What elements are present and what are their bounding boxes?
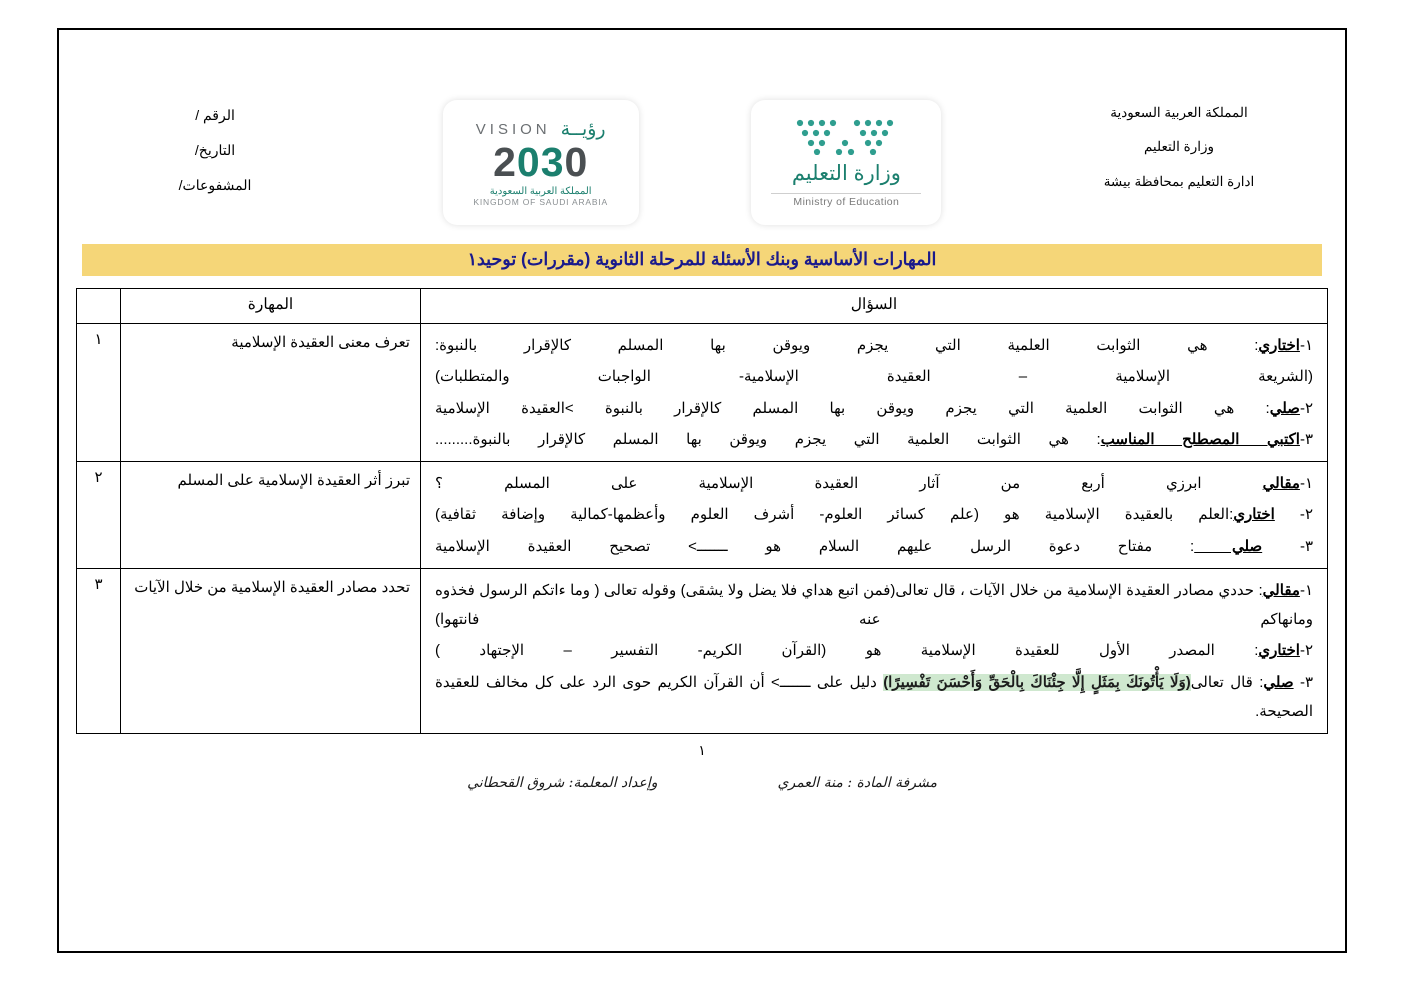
teacher-signature: وإعداد المعلمة: شروق القحطاني	[467, 775, 658, 791]
ministry-text-block	[1054, 90, 1304, 199]
table-row	[77, 568, 1328, 733]
column-header-skill: المهارة	[121, 289, 421, 324]
vision-sub-arabic: المملكة العربية السعودية	[489, 185, 592, 197]
question-type: اختاري	[1258, 642, 1300, 660]
skill-cell: تبرز أثر العقيدة الإسلامية على المسلم	[121, 462, 421, 569]
row-number-cell: ٣	[77, 568, 121, 733]
education-department: ادارة التعليم بمحافظة بيشة	[1103, 173, 1255, 189]
question-text: (الشريعة الإسلامية – العقيدة الإسلامية- الواجبات والمتطلبات)	[435, 368, 1313, 386]
moe-logo-divider	[771, 193, 921, 194]
question-text: : حددي مصادر العقيدة الإسلامية من خلال الآيات ، قال تعالى(فمن اتبع هداي فلا يضل ولا يشقى) وقوله تعالى ( وما ءاتكم الرسول فخذوه ومانهاكم عنه فانتهوا)	[435, 581, 1313, 628]
row-number-cell: ١	[77, 324, 121, 462]
vision-2030-logo	[443, 100, 639, 225]
question-prefix: ١-	[1299, 581, 1313, 599]
page-number: ١	[698, 742, 706, 758]
question-line	[431, 468, 1317, 499]
field-attachments: المشفوعات/	[178, 177, 252, 193]
question-prefix: ٣-	[1299, 430, 1313, 448]
country-name: المملكة العربية السعودية	[1110, 105, 1248, 120]
field-number: الرقم /	[195, 107, 235, 123]
field-date: التاريخ/	[194, 142, 236, 158]
question-text: : هي الثوابت العلمية التي يجزم ويوقن بها المسلم كالإقرار بالنبوة >العقيدة الإسلامية	[435, 399, 1270, 417]
row-number-cell: ٢	[77, 462, 121, 569]
moe-logo-english: Ministry of Education	[793, 196, 900, 208]
question-line	[431, 330, 1317, 361]
vision-word-en: VISION	[475, 121, 551, 139]
page-content	[70, 40, 1334, 940]
question-line	[431, 499, 1317, 530]
vision-year	[493, 141, 588, 184]
supervisor-signature: مشرفة المادة : منة العمري	[777, 775, 937, 791]
question-text: : مفتاح دعوة الرسل عليهم السلام هو ـــــــ> تصحيح العقيدة الإسلامية	[435, 537, 1195, 555]
question-text: : هي الثوابت العلمية التي يجزم ويوقن بها المسلم كالإقرار بالنبوة:	[435, 337, 1259, 354]
signature-row	[70, 775, 1334, 791]
question-type: صلي	[1263, 673, 1294, 691]
question-line	[431, 393, 1317, 424]
question-type: صلي	[1194, 537, 1263, 555]
document-title: المهارات الأساسية وبنك الأسئلة للمرحلة الثانوية (مقررات) توحيد١	[82, 244, 1322, 276]
question-prefix: ٢-	[1299, 642, 1313, 660]
vision-year-text: 2030	[493, 139, 589, 186]
skill-cell: تعرف معنى العقيدة الإسلامية	[121, 324, 421, 462]
table-row	[77, 462, 1328, 569]
vision-wordmark	[476, 118, 606, 141]
question-line	[431, 531, 1317, 562]
ministry-name: وزارة التعليم	[1143, 139, 1215, 155]
question-line	[431, 424, 1317, 455]
question-cell	[421, 324, 1328, 462]
vision-sub-english: KINGDOM OF SAUDI ARABIA	[473, 196, 608, 207]
question-prefix: ٣-	[1293, 673, 1314, 691]
question-prefix: ٢-	[1274, 506, 1313, 524]
question-text: : المصدر الأول للعقيدة الإسلامية هو (القرآن الكريم- التفسير – الإجتهاد )	[435, 642, 1259, 660]
question-prefix: ١-	[1299, 337, 1313, 354]
question-prefix: ٣-	[1262, 537, 1314, 555]
ministry-of-education-logo	[751, 100, 941, 225]
quran-verse: (وَلَا يَأْتُونَكَ بِمَثَلٍ إِلَّا جِئْنَاكَ بِالْحَقِّ وَأَحْسَنَ تَفْسِيرًا)	[883, 673, 1191, 691]
question-line	[431, 667, 1317, 728]
question-text: ابرزي أربع من آثار العقيدة الإسلامية على المسلم ؟	[435, 475, 1263, 492]
question-prefix: ١-	[1299, 475, 1313, 492]
question-line	[431, 575, 1317, 636]
moe-logo-arabic: وزارة التعليم	[791, 162, 901, 185]
question-type: صلي	[1269, 399, 1300, 417]
question-text-after: دليل على ـــــــ> أن القرآن الكريم حوى الرد على كل مخالف للعقيدة الصحيحة.	[435, 673, 1313, 720]
question-type: مقالي	[1262, 475, 1300, 492]
question-cell	[421, 568, 1328, 733]
question-type: اكتبي المصطلح المناسب	[1100, 430, 1300, 448]
reference-fields-block	[100, 90, 330, 203]
skills-question-bank-table	[76, 288, 1328, 734]
question-prefix: ٢-	[1299, 399, 1313, 417]
question-type: اختاري	[1233, 506, 1275, 524]
question-text-before: : قال تعالى	[1190, 673, 1264, 691]
moe-dots-icon	[794, 117, 898, 155]
question-text: :العلم بالعقيدة الإسلامية هو (علم كسائر العلوم- أشرف العلوم وأعظمها-كمالية وإضافة ثقافية)	[435, 506, 1234, 524]
skill-cell: تحدد مصادر العقيدة الإسلامية من خلال الآيات	[121, 568, 421, 733]
table-header-row	[77, 289, 1328, 324]
table-row	[77, 324, 1328, 462]
vision-word-ar: رؤيــة	[560, 119, 606, 141]
question-line	[431, 361, 1317, 392]
column-header-number	[77, 289, 121, 324]
question-text: : هي الثوابت العلمية التي يجزم ويوقن بها المسلم كالإقرار بالنبوة.........	[435, 430, 1101, 448]
document-header	[70, 40, 1334, 240]
question-type: مقالي	[1262, 581, 1300, 599]
question-cell	[421, 462, 1328, 569]
question-line	[431, 635, 1317, 666]
question-type: اختاري	[1258, 337, 1300, 354]
column-header-question: السؤال	[421, 289, 1328, 324]
